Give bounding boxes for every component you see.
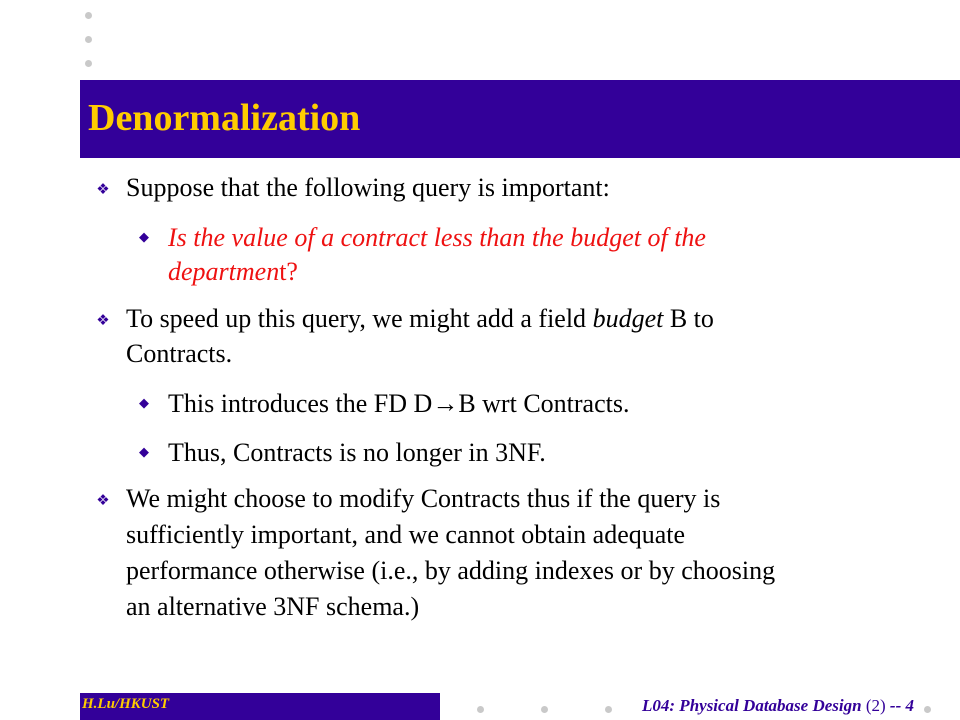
bullet-3-line-3: performance otherwise (i.e., by adding indexes or by choosing [126, 556, 776, 585]
bullet-2-1: This introduces the FD D→B wrt Contracts. [168, 389, 630, 418]
bullet-3-line-2: sufficiently important, and we cannot obtain adequate [126, 520, 686, 549]
decor-dot [924, 706, 931, 713]
bullet-3-line-4: an alternative 3NF schema.) [126, 592, 420, 621]
sub-bullet-marker-icon: ◆ [139, 230, 149, 245]
bullet-1-text: Suppose that the following query is important: [126, 173, 610, 202]
bullet-2-line-1: To speed up this query, we might add a field budget B to [126, 304, 714, 333]
decor-dot [541, 706, 548, 713]
slide-title: Denormalization [88, 97, 361, 139]
footer-author-bar [80, 693, 440, 720]
bullet-marker-icon: ❖ [96, 491, 110, 509]
bullet-marker-icon: ❖ [96, 311, 110, 329]
bullet-1-1-line-2: department? [168, 257, 298, 286]
decor-dot [85, 36, 92, 43]
bullet-1 [126, 170, 610, 206]
bullet-2-2: Thus, Contracts is no longer in 3NF. [168, 438, 546, 467]
bullet-2-line-2: Contracts. [126, 339, 233, 368]
arrow-icon: → [432, 389, 459, 418]
decor-dot [605, 706, 612, 713]
decor-dot [85, 12, 92, 19]
bullet-3-line-1: We might choose to modify Contracts thus if the query is [126, 484, 721, 513]
sub-bullet-marker-icon: ◆ [139, 445, 149, 460]
decor-dot [477, 706, 484, 713]
bullet-marker-icon: ❖ [96, 180, 110, 198]
title-bar [80, 80, 960, 158]
sub-bullet-marker-icon: ◆ [139, 396, 149, 411]
decor-dot [85, 60, 92, 67]
bullet-1-1-line-1: Is the value of a contract less than the budget of the [168, 223, 706, 252]
footer-lecture-info: L04: Physical Database Design (2) -- 4 [642, 696, 914, 715]
footer-author: H.Lu/HKUST [82, 696, 170, 712]
